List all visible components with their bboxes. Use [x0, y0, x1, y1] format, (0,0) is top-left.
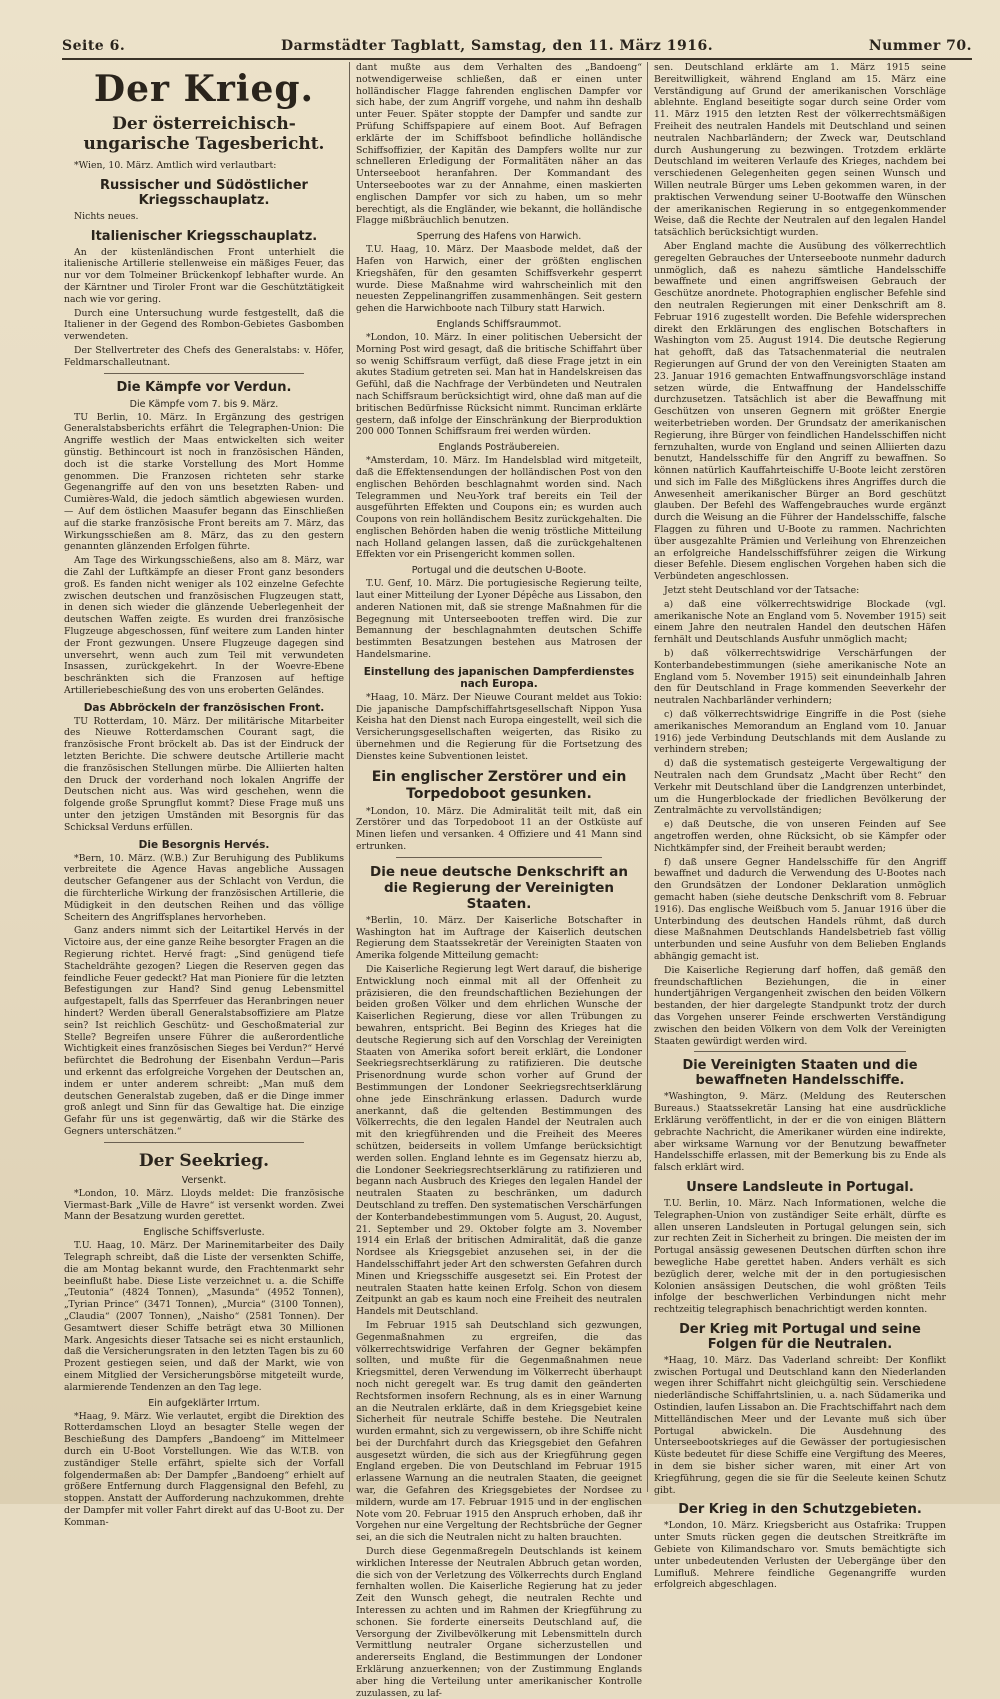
paragraph: *Bern, 10. März. (W.B.) Zur Beruhigung des Publikums verbreitete die Agence Havas angebliche Aussagen deutscher Gefangener aus der Schlacht von Verdun, die die fürchterliche Wirkung der französischen Artillerie, die Müdigkeit in den deutschen Reihen und das völlige Scheitern des Angriffsplanes hervorheben.	[64, 852, 344, 923]
sub-heading: Portugal und die deutschen U-Boote.	[411, 565, 587, 577]
divider	[104, 373, 304, 374]
section-heading: Der Krieg in den Schutzgebieten.	[678, 1502, 922, 1518]
paragraph: *London, 10. März. Die Admiralität teilt mit, daß ein Zerstörer und das Torpedoboot 11 an der Ostküste auf Minen liefen und versanken. 4 Offiziere und 41 Mann sind ertrunken.	[356, 805, 642, 853]
paragraph: *London, 10. März. Lloyds meldet: Die französische Viermast-Bark „Ville de Havre“ ist versenkt worden. Zwei Mann der Besatzung wurden gerettet.	[64, 1187, 344, 1223]
masthead-line: Darmstädter Tagblatt, Samstag, den 11. März 1916.	[281, 38, 714, 54]
paragraph: Ganz anders nimmt sich der Leitartikel Hervés in der Victoire aus, der eine ganze Reihe besorgter Fragen an die Regierung richtet. Hervé fragt: „Sind genügend tiefe Stacheldrähte gezogen? Liegen die Reserven gegen das feindliche Feuer gedeckt? Hat man Pioniere für die letzten Befestigungen zur Hand? Sind genug Lebensmittel aufgestapelt, falls das Sperrfeuer das Heranbringen neuer hindert? Werden überall Generalstabsoffiziere am Platze sein? Ist reichlich Geschütz- und Geschoßmaterial zur Stelle? Begreifen unsere Führer die außerordentliche Wichtigkeit eines französischen Sieges bei Verdun?“ Hervé befürchtet die Bedrohung der Eisenbahn Verdun—Paris und erkennt das erfolgreiche Vorgehen der Deutschen an, indem er unter anderem schreibt: „Man muß dem deutschen Generalstab zugeben, daß er die Dinge immer groß anlegt und Sinn für das Gewaltige hat. Die einzige Gefahr für uns ist gegenwärtig, daß wir die Stärke des Gegners unterschätzen.“	[64, 925, 344, 1137]
page-header	[62, 34, 972, 58]
paragraph: TU Rotterdam, 10. März. Der militärische Mitarbeiter des Nieuwe Rotterdamschen Courant sagt, die französische Front bröckelt ab. Das ist der Eindruck der letzten Berichte. Die schwere deutsche Artillerie macht die französischen Stellungen mürbe. Die Alliierten halten den Druck der vorderhand noch lokalen Angriffe der Deutschen nicht aus. Was wird geschehen, wenn die folgende große Sprungflut kommt? Diese Frage muß uns unter den jetzigen Umständen mit Besorgnis für das Schicksal Verduns erfüllen.	[64, 715, 344, 833]
sub-heading: Ein aufgeklärter Irrtum.	[148, 1397, 260, 1409]
paragraph: *Haag, 10. März. Der Nieuwe Courant meldet aus Tokio: Die japanische Dampfschiffahrtsgesellschaft Nippon Yusa Keisha hat den Dienst nach Europa eingestellt, weil sich die Versicherungsgesellschaften weigerten, das Risiko zu übernehmen und die Regierung für die Fortsetzung des Dienstes keine Subventionen leistet.	[356, 691, 642, 762]
column-3	[654, 62, 946, 1591]
section-heading: Der Seekrieg.	[138, 1150, 270, 1171]
article-headline: Der österreichisch-ungarische Tagesbericht.	[83, 114, 325, 154]
paragraph: b) daß völkerrechtswidrige Verschärfungen der Konterbandebestimmungen (siehe amerikanische Note an England vom 5. November 1915) seit einundeinhalb Jahren den für Deutschland in Frage kommenden Seeverkehr der neutralen Nachbarländer verhindern;	[654, 648, 946, 707]
paragraph: e) daß Deutsche, die von unseren Feinden auf See angetroffen werden, ohne Rücksicht, ob sie Kämpfer oder Nichtkämpfer sind, der Freiheit beraubt werden;	[654, 819, 946, 854]
section-heading: Die Besorgnis Hervés.	[138, 838, 270, 851]
paragraph: TU Berlin, 10. März. In Ergänzung des gestrigen Generalstabsberichts erfährt die Telegraphen-Union: Die Angriffe westlich der Maas entwickelten sich weiter günstig. Bethincourt ist noch in französischen Händen, doch ist die starke Vorstellung des Mort Homme genommen. Die Franzosen richteten sehr starke Gegenangriffe auf den von uns besetzten Raben- und Cumières-Wald, die jedoch sämtlich abgewiesen wurden. — Auf dem östlichen Maasufer begann das Einschließen auf die starke französische Front bereits am 7. März, das Wirkungsschießen am 8. März, das zu den gestern genannten glänzenden Erfolgen führte.	[64, 411, 344, 553]
issue-number: Nummer 70.	[868, 38, 972, 54]
sub-heading: Die Kämpfe vom 7. bis 9. März.	[129, 398, 279, 410]
sub-heading: Versenkt.	[181, 1174, 227, 1186]
paragraph: d) daß die systematisch gesteigerte Vergewaltigung der Neutralen nach dem Grundsatz „Macht über Recht“ den Verkehr mit Deutschland über die Landgrenzen unterbindet, um die Hungerblockade der friedlichen Bevölkerung der Zentralmächte zu vervollständigen;	[654, 758, 946, 817]
paragraph: An der küstenländischen Front unterhielt die italienische Artillerie stellenweise ein mäßiges Feuer, das nur vor dem Tolmeiner Brückenkopf lebhafter wurde. An der Kärntner und Tiroler Front war die Geschütztätigkeit nach wie vor gering.	[64, 246, 344, 305]
paragraph: T.U. Haag, 10. März. Der Marinemitarbeiter des Daily Telegraph schreibt, daß die Liste der versenkten Schiffe, die am Montag bekannt wurde, den Frachtenmarkt sehr beeinflußt habe. Diese Liste verzeichnet u. a. die Schiffe „Teutonia“ (4824 Tonnen), „Masunda“ (4952 Tonnen), „Tyrian Prince“ (3471 Tonnen), „Murcia“ (3100 Tonnen), „Claudia“ (2007 Tonnen), „Naisho“ (2581 Tonnen). Der Gesamtwert dieser Schiffe beträgt etwa 30 Millionen Mark. Angesichts dieser Tatsache sei es nicht erstaunlich, daß die Versicherungsraten in den letzten Tagen bis zu 60 Prozent gestiegen seien, und daß der Markt, wie von einem Mitglied der Versicherungsbörse mitgeteilt wurde, alarmierende Tendenzen an den Tag lege.	[64, 1240, 344, 1393]
section-heading: Russischer und Südöstlicher Kriegsschauplatz.	[100, 177, 308, 208]
sub-heading: Englands Posträubereien.	[438, 442, 560, 454]
paragraph: *Wien, 10. März. Amtlich wird verlautbart:	[74, 160, 277, 171]
sub-heading: Englands Schiffsraummot.	[436, 318, 562, 330]
section-heading: Die Vereinigten Staaten und die bewaffneten Handelsschiffe.	[682, 1058, 918, 1089]
paragraph: f) daß unsere Gegner Handelsschiffe für den Angriff bewaffnet und dadurch die Verwendung des U-Bootes nach den Grundsätzen der Londoner Deklaration unmöglich gemacht haben (siehe deutsche Denkschrift vom 8. Februar 1916). Das englische Weißbuch vom 5. Januar 1916 über die Unterbindung des deutschen Handels rühmt, daß durch diese Maßnahmen Deutschlands Handelsbetrieb fast völlig unterbunden und seine Ausfuhr von dem Belieben Englands abhängig gemacht ist.	[654, 856, 946, 962]
paragraph: a) daß eine völkerrechtswidrige Blockade (vgl. amerikanische Note an England vom 5. November 1915) seit einem Jahre den neutralen Handel den deutschen Häfen fernhält und Deutschlands Ausfuhr unmöglich macht;	[654, 598, 946, 646]
paragraph: *Haag, 9. März. Wie verlautet, ergibt die Direktion des Rotterdamschen Lloyd an besagter Stelle wegen der Beschießung des Dampfers „Bandoeng“ im Mittelmeer durch ein U-Boot Vorstellungen. Wie das W.T.B. von zuständiger Stelle erfährt, spielte sich der Vorfall folgendermaßen ab: Der Dampfer „Bandoeng“ erhielt auf größere Entfernung durch Flaggensignal den Befehl, zu stoppen. Anstatt der Aufforderung nachzukommen, drehte der Dampfer mit voller Fahrt direkt auf das U-Boot zu. Der Komman-	[64, 1410, 344, 1528]
paragraph: Durch eine Untersuchung wurde festgestellt, daß die Italiener in der Gegend des Rombon-Gebietes Gasbomben verwendeten.	[64, 307, 344, 343]
paragraph: Der Stellvertreter des Chefs des Generalstabs: v. Höfer, Feldmarschalleutnant.	[64, 344, 344, 368]
header-rule	[62, 58, 972, 60]
paragraph: *Washington, 9. März. (Meldung des Reuterschen Bureaus.) Staatssekretär Lansing hat eine ausdrückliche Erklärung veröffentlicht, in der er die von einigen Blättern gebrachte Nachricht, die Amerikaner würden eine indirekte, aber wirksame Warnung vor der Benutzung bewaffneter Handelsschiffe erlassen, mit der Bemerkung bis zu Ende als falsch erklärt wird.	[654, 1091, 946, 1174]
page-number: Seite 6.	[62, 38, 126, 54]
sub-heading: Englische Schiffsverluste.	[143, 1227, 265, 1239]
section-heading: Die Kämpfe vor Verdun.	[116, 379, 292, 395]
paragraph: Jetzt steht Deutschland vor der Tatsache:	[664, 585, 860, 597]
paragraph: *London, 10. März. Kriegsbericht aus Ostafrika: Truppen unter Smuts rücken gegen die deutschen Streitkräfte im Gebiete von Kilimandscharo vor. Smuts bemächtigte sich unter unbedeutenden Verlusten der Uebergänge über den Lumifluß. Mehrere feindliche Gegenangriffe wurden erfolgreich abgeschlagen.	[654, 1520, 946, 1591]
paragraph: Am Tage des Wirkungsschießens, also am 8. März, war die Zahl der Luftkämpfe an dieser Front ganz besonders groß. Es fanden nicht weniger als 102 einzelne Gefechte zwischen deutschen und französischen Flugzeugen statt, in denen sich wieder die glänzende Ueberlegenheit der deutschen Waffen zeigte. Es wurden drei französische Flugzeuge abgeschossen, fünf weitere zum Landen hinter der Front gezwungen. Unsere Flugzeuge dagegen sind unversehrt, wenn auch zum Teil mit verwundeten Insassen, zurückgekehrt. In der Woevre-Ebene beschränkten sich die Franzosen auf heftige Artilleriebeschießung des von uns eroberten Geländes.	[64, 555, 344, 696]
section-heading: Italienischer Kriegsschauplatz.	[90, 228, 318, 244]
paragraph: *Amsterdam, 10. März. Im Handelsblad wird mitgeteilt, daß die Effektensendungen der holländischen Post von den englischen Behörden beschlagnahmt worden sind. Nach Telegrammen und Neu-York traf bereits ein Teil der ausgeführten Effekten und Coupons ein; es wurden auch Coupons von rein holländischem Besitz zurückgehalten. Die englischen Behörden haben die wenig tröstliche Mitteilung nach Holland gelangen lassen, daß die zurückgehaltenen Effekten vor ein Prisengericht kommen sollen.	[356, 455, 642, 561]
paragraph: T.U. Genf, 10. März. Die portugiesische Regierung teilte, laut einer Mitteilung der Lyoner Dépêche aus Lissabon, den anderen Nationen mit, daß sie strenge Maßnahmen für die Begegnung mit Unterseebooten treffen wird. Die zur Bemannung der beschlagnahmten deutschen Schiffe bestimmten Besatzungen bestehen aus Matrosen der Handelsmarine.	[356, 578, 642, 661]
section-heading: Die neue deutsche Denkschrift an die Regierung der Vereinigten Staaten.	[370, 863, 628, 912]
sub-heading: Sperrung des Hafens von Harwich.	[416, 231, 582, 243]
column-divider	[647, 62, 648, 1492]
section-heading: Ein englischer Zerstörer und ein Torpedoboot gesunken.	[371, 768, 627, 802]
paragraph: Die Kaiserliche Regierung legt Wert darauf, die bisherige Entwicklung noch einmal mit all der Offenheit zu präzisieren, die den freundschaftlichen Beziehungen der beiden großen Völker und dem ehrlichen Wunsche der Kaiserlichen Regierung, diese vor allen Trübungen zu bewahren, entspricht. Bei Beginn des Krieges hat die deutsche Regierung sich auf den Vorschlag der Vereinigten Staaten von Amerika sofort bereit erklärt, die Londoner Seekriegsrechtserklärung zu ratifizieren. Die deutsche Prisenordnung wurde schon vorher auf Grund der Bestimmungen der Londoner Seekriegsrechtserklärung ohne jede Einschränkung erlassen. Dadurch wurde anerkannt, daß die geltenden Bestimmungen des Völkerrechts, die den legalen Handel der Neutralen auch mit den kriegführenden und die Freiheit des Meeres schützen, beiderseits in vollem Umfange berücksichtigt werden sollen. England lehnte es im Gegensatz hierzu ab, die Londoner Seekriegsrechtserklärung zu ratifizieren und begann nach Ausbruch des Krieges den legalen Handel der neutralen Staaten zu beschränken, um dadurch Deutschland zu treffen. Den systematischen Verschärfungen der Konterbandebestimmungen vom 5. August, 20. August, 21. September und 29. Oktober folgte am 3. November 1914 ein Erlaß der britischen Admiralität, daß die ganze Nordsee als Kriegsgebiet anzusehen sei, in der die Handelsschiffahrt jeder Art den schwersten Gefahren durch Minen und Kriegsschiffe ausgesetzt sei. Ein Protest der neutralen Staaten hatte keinen Erfolg. Schon von diesem Zeitpunkt an gab es kaum noch eine Freiheit des neutralen Handels mit Deutschland.	[356, 964, 642, 1318]
paragraph: Im Februar 1915 sah Deutschland sich gezwungen, Gegenmaßnahmen zu ergreifen, die das völkerrechtswidrige Verfahren der Gegner bekämpfen sollten, und mußte für die Gegenmaßnahmen neue Kriegsmittel, deren Verwendung im Völkerrecht überhaupt noch nicht geregelt war. Es trug damit den geänderten Rechtsformen insofern Rechnung, als es in einer Warnung an die Neutralen erklärte, daß in dem Kriegsgebiet keine Sicherheit für neutrale Schiffe bestehe. Die Neutralen wurden ermahnt, sich zu vergewissern, ob ihre Schiffe nicht bei der Durchfahrt durch das Kriegsgebiet den Gefahren ausgesetzt würden, die sich aus der Kriegführung gegen England ergeben. Die von Deutschland im Februar 1915 erlassene Warnung an die neutralen Staaten, die geeignet war, die Gefahren des Kriegsgebietes der Nordsee zu mildern, wurde am 17. Februar 1915 und in der englischen Note vom 20. Februar 1915 den Anspruch erhoben, daß ihr Vorgehen nur eine Vergeltung der Rechtsbrüche der Gegner sei, an die sich die Neutralen nicht zu halten brauchten.	[356, 1319, 642, 1544]
paragraph: sen. Deutschland erklärte am 1. März 1915 seine Bereitwilligkeit, während England am 15. März eine Verständigung auf Grund der amerikanischen Vorschläge ablehnte. England beseitigte sogar durch seine Order vom 11. März 1915 den letzten Rest der völkerrechtsmäßigen Freiheit des neutralen Handels mit Deutschland und seinen neutralen Nachbarländern; der Zweck war, Deutschland durch Aushungerung zu bezwingen. Trotzdem erklärte Deutschland im weiteren Verlaufe des Krieges, nachdem bei verschiedenen Gelegenheiten gegen seinen Wunsch und Willen neutrale Bürger ums Leben gekommen waren, in der praktischen Verwendung seiner U-Bootwaffe den Wünschen der amerikanischen Regierung in so entgegenkommender Weise, daß die Rechte der Neutralen auf den legalen Handel tatsächlich berücksichtigt wurden.	[654, 62, 946, 239]
paragraph: dant mußte aus dem Verhalten des „Bandoeng“ notwendigerweise schließen, daß er einen unter holländischer Flagge fahrenden englischen Dampfer vor sich habe, der zum Angriff vorgehe, und nahm ihn deshalb unter Feuer. Später stoppte der Dampfer und sandte zur Prüfung Schiffspapiere auf einem Boot. Auf Befragen erklärte der im Schiffsboot befindliche holländische Schiffsoffizier, der Kapitän des Dampfers wollte nur zur schnelleren Erledigung der Formalitäten näher an das Unterseeboot heranfahren. Der Kommandant des Unterseebootes war zu der Annahme, einen maskierten englischen Dampfer vor sich zu haben, um so mehr berechtigt, als die Engländer, wie bekannt, die holländische Flagge mißbräuchlich benutzen.	[356, 62, 642, 227]
sub-heading: Einstellung des japanischen Dampferdienstes nach Europa.	[363, 665, 635, 690]
paragraph: Durch diese Gegenmaßregeln Deutschlands ist keinem wirklichen Interesse der Neutralen Abbruch getan worden, die sich von der Verletzung des Völkerrechts durch England fernhalten wollen. Die Kaiserliche Regierung hat zu jeder Zeit den Wunsch gehegt, die neutralen Rechte und Interessen zu achten und im Rahmen der Kriegführung zu schonen. Sie forderte einerseits Deutschland auf, die Versorgung der Zivilbevölkerung mit Lebensmitteln durch Vermittlung neutraler Organe sicherzustellen und andererseits England, die Bestimmungen der Londoner Erklärung anzuerkennen; von der Zustimmung Englands aber hing die Verteilung unter amerikanischer Kontrolle zuzulassen, zu laf-	[356, 1546, 642, 1699]
section-heading: Der Krieg mit Portugal und seine Folgen für die Neutralen.	[679, 1321, 921, 1352]
section-heading: Das Abbröckeln der französischen Front.	[83, 701, 325, 714]
column-2	[356, 62, 642, 1699]
paragraph: *Berlin, 10. März. Der Kaiserliche Botschafter in Washington hat im Auftrage der Kaiserlich deutschen Regierung dem Staatssekretär der Vereinigten Staaten von Amerika folgende Mitteilung gemacht:	[356, 914, 642, 962]
paragraph: T.U. Haag, 10. März. Der Maasbode meldet, daß der Hafen von Harwich, einer der größten englischen Kriegshäfen, für den gesamten Schiffsverkehr gesperrt wurde. Diese Maßnahme wird wahrscheinlich mit den neuesten Zeppelinangriffen zusammenhängen. Seit gestern gehen die Harwichboote nach Tilbury statt Harwich.	[356, 244, 642, 315]
column-divider	[349, 62, 350, 1492]
paragraph: *London, 10. März. In einer politischen Uebersicht der Morning Post wird gesagt, daß die britische Schiffahrt über so wenig Schiffsraum verfügt, daß diese Frage jetzt in ein akutes Stadium getreten sei. Man hat in Handelskreisen das Gefühl, daß die Nachfrage der Verbündeten und Neutralen nach Schiffsraum berücksichtigt wird, ohne daß man auf die britischen Bedürfnisse Rücksicht nimmt. Runciman erklärte gestern, daß infolge der Einschränkung der Bierproduktion 200 000 Tonnen Schiffsraum frei werden würden.	[356, 331, 642, 438]
paragraph: Nichts neues.	[74, 210, 139, 222]
paragraph: c) daß völkerrechtswidrige Eingriffe in die Post (siehe amerikanisches Memorandum an England vom 10. Januar 1916) jede Verbindung Deutschlands mit dem Auslande zu verhindern streben;	[654, 709, 946, 756]
column-1	[64, 62, 344, 1528]
paragraph: Aber England machte die Ausübung des völkerrechtlich geregelten Gebrauches der Unterseeboote nunmehr dadurch unmöglich, daß es nahezu sämtliche Handelsschiffe bewaffnete und einen angriffsweisen Gebrauch der Geschütze anordnete. Photographien englischer Befehle sind den neutralen Regierungen mit einer Denkschrift am 8. Februar 1916 zugestellt worden. Die Befehle widersprechen direkt den Erklärungen des englischen Botschafters in Washington vom 25. August 1914. Die deutsche Regierung hat gehofft, daß das Tatsachenmaterial die neutralen Regierungen auf Grund der von den Vereinigten Staaten am 23. Januar 1916 gemachten Entwaffnungsvorschläge instand setzen würde, die Entwaffnung der Handelsschiffe durchzusetzen. Tatsächlich ist aber die Bewaffnung mit Geschützen von unseren Gegnern mit größter Energie weiterbetrieben worden. Der Grundsatz der amerikanischen Regierung, ihre Bürger von feindlichen Handelsschiffen nicht fernzuhalten, wurde von England und seinen Alliierten dazu benutzt, Handelsschiffe für den Angriff zu bewaffnen. So können natürlich Kauffahrteischiffe U-Boote leicht zerstören und sich im Falle des Mißglückens ihres Angriffes durch die Anwesenheit amerikanischer Bürger an Bord geschützt glauben. Der Befehl des Waffengebrauches wurde ergänzt durch die Weisung an die Führer der Handelsschiffe, falsche Flaggen zu führen und U-Boote zu rammen. Nachrichten über ausgezahlte Prämien und Verleihung von Ehrenzeichen an erfolgreiche Handelsschiffsführer zeigen die Wirkung dieser Befehle. Diesem englischen Vorgehen haben sich die Verbündeten angeschlossen.	[654, 240, 946, 583]
paragraph: Die Kaiserliche Regierung darf hoffen, daß gemäß den freundschaftlichen Beziehungen, die in einer hundertjährigen Vergangenheit zwischen den beiden Völkern bestanden, der hier dargelegte Standpunkt trotz der durch das Vorgehen unserer Feinde erschwerten Verständigung zwischen den beiden Völkern von dem Volk der Vereinigten Staaten gewürdigt werden wird.	[654, 964, 946, 1047]
divider	[396, 857, 602, 858]
divider	[694, 1051, 906, 1052]
paragraph: *Haag, 10. März. Das Vaderland schreibt: Der Konflikt zwischen Portugal und Deutschland kann den Niederlanden wegen ihrer Schiffahrt nicht gleichgültig sein. Verschiedene niederländische Schiffahrtslinien, u. a. nach Südamerika und Ostindien, laufen Lissabon an. Die Frachtschiffahrt nach dem Mittelländischen Meer und der Levante muß sich über Portugal abwickeln. Die Ausdehnung des Unterseebootskrieges auf die Gewässer der portugiesischen Küste bedeutet für diese Schiffe eine Vergiftung des Meeres, in dem sie bisher sicher waren, mit einer Art von Kriegführung, gegen die sie für die Seeleute keinen Schutz gibt.	[654, 1354, 946, 1496]
paragraph: T.U. Berlin, 10. März. Nach Informationen, welche die Telegraphen-Union von zuständiger Seite erhält, dürfte es allen unseren Landsleuten in Portugal gelungen sein, sich zur rechten Zeit in Sicherheit zu bringen. Die meisten der im Portugal ansässig gewesenen Deutschen dürften schon ihre bewegliche Habe gerettet haben. Anders verhält es sich bezüglich derer, welche mit der in den portugiesischen Kolonien ansässigen Deutschen, die wohl größten Teils infolge der beschwerlichen Verbindungen nicht mehr rechtzeitig telegraphisch benachrichtigt werden konnten.	[654, 1197, 946, 1316]
section-heading: Unsere Landsleute in Portugal.	[686, 1179, 914, 1195]
main-headline: Der Krieg.	[93, 68, 315, 110]
divider	[104, 1142, 304, 1143]
